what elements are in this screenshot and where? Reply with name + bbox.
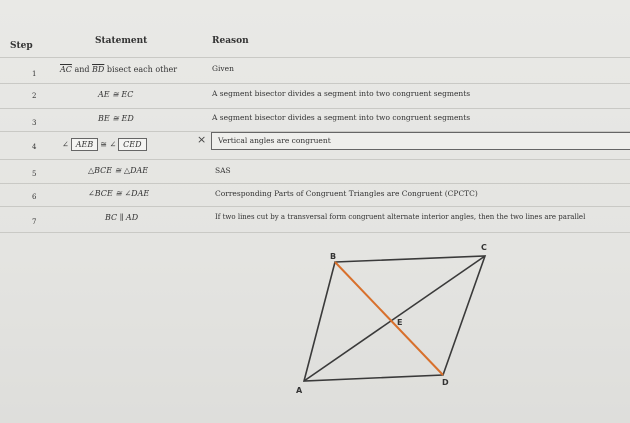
step-number: 5 (32, 170, 37, 178)
vertex-label-a: A (296, 386, 303, 395)
statement-2: AE ≅ EC (98, 90, 134, 99)
step-number: 6 (32, 193, 37, 201)
reason-3: A segment bisector divides a segment into two congruent segments (212, 113, 471, 122)
segment-bd: $\overline{BD}$ (92, 65, 105, 74)
statement-tail: bisect each other (104, 65, 178, 74)
angle-symbol: ∠ (62, 140, 69, 149)
header-step: Step (10, 41, 33, 51)
step-number: 4 (32, 143, 37, 151)
statement-7: BC ∥ AD (105, 213, 139, 222)
statement-3: BE ≅ ED (98, 114, 134, 123)
segment-ac: $\overline{AC}$ (60, 65, 72, 74)
vertex-label-c: C (481, 243, 487, 252)
statement-slot-1[interactable]: AEB (71, 138, 99, 151)
vertex-label-b: B (330, 252, 337, 261)
reason-1: Given (212, 64, 234, 73)
diagonal-bd (335, 262, 443, 375)
step-number: 1 (32, 70, 37, 78)
step-number: 7 (32, 218, 37, 226)
reason-4: Vertical angles are congruent (218, 136, 331, 145)
statement-slot-2[interactable]: CED (118, 138, 146, 151)
statement-5: △BCE ≅ △DAE (88, 166, 149, 175)
close-icon[interactable]: × (197, 133, 207, 146)
step-number: 3 (32, 119, 37, 127)
reason-7: If two lines cut by a transversal form congruent alternate interior angles, then the two lines are parallel (215, 213, 586, 221)
angle-symbol: ∠ (109, 140, 117, 149)
congruent-symbol: ≅ (100, 140, 107, 149)
vertex-label-e: E (397, 318, 403, 327)
reason-6: Corresponding Parts of Congruent Triangles are Congruent (CPCTC) (215, 189, 478, 198)
statement-6: ∠BCE ≅ ∠DAE (88, 189, 150, 198)
vertex-label-d: D (442, 378, 449, 387)
statement-join: and (71, 65, 93, 74)
step-number: 2 (32, 92, 37, 100)
header-statement: Statement (95, 36, 148, 46)
header-reason: Reason (212, 36, 249, 46)
reason-2: A segment bisector divides a segment into two congruent segments (212, 89, 471, 98)
reason-5: SAS (215, 166, 231, 175)
